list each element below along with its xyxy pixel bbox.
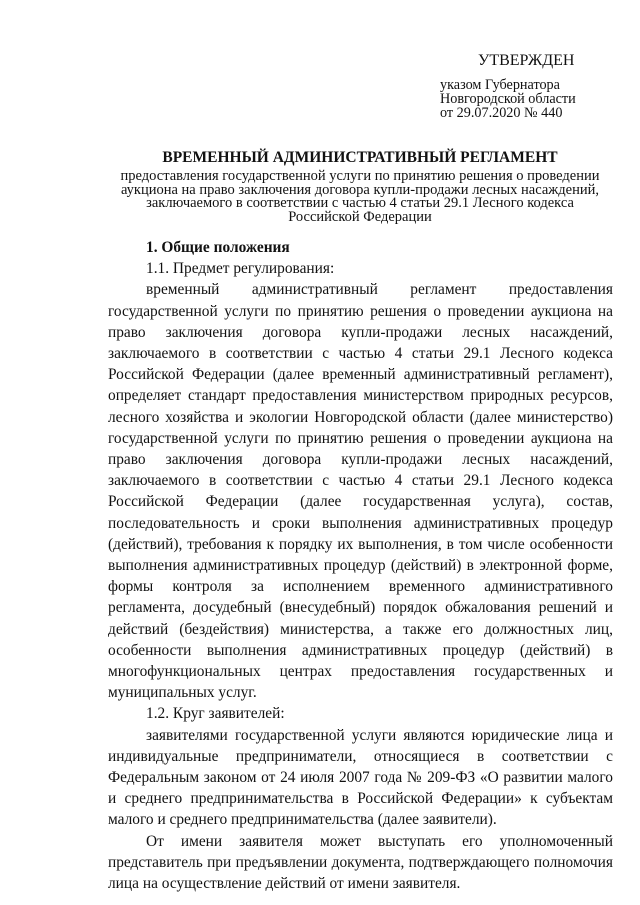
approval-line: Новгородской области — [440, 91, 576, 107]
subtitle-line: заключаемого в соответствии с частью 4 статьи 29.1 Лесного кодекса — [146, 195, 574, 211]
document-title: ВРЕМЕННЫЙ АДМИНИСТРАТИВНЫЙ РЕГЛАМЕНТ — [162, 149, 558, 166]
approval-line: указом Губернатора — [440, 77, 560, 93]
approval-stamp — [440, 52, 620, 120]
approval-line: от 29.07.2020 № 440 — [440, 105, 563, 121]
paragraph-applicants: заявителями государственной услуги являются юридические лица и индивидуальные предприниматели, относящиеся в соответствии с Федеральным законом от 24 июля 2007 года № 209-ФЗ «О развитии малого и среднего предпринимательства в Российской Федерации» к субъектам малого и среднего предпринимательства (далее заявители). — [108, 726, 613, 829]
item-1-2: 1.2. Круг заявителей: — [146, 705, 285, 723]
paragraph-subject: временный административный регламент предоставления государственной услуги по принятию решения о проведении аукциона на право заключения договора купли-продажи лесных насаждений, заключаемого в соответствии с частью 4 статьи 29.1 Лесного кодекса Российской Федерации (далее временный административный регламент), определяет стандарт предоставления министерством природных ресурсов, лесного хозяйства и экологии Новгородской области (далее министерство) государственной услуги по принятию решения о проведении аукциона на право заключения договора купли-продажи лесных насаждений, заключаемого в соответствии с частью 4 статьи 29.1 Лесного кодекса Российской Федерации (далее государственная услуга), состав, последовательность и сроки выполнения административных процедур (действий), требования к порядку их выполнения, в том числе особенности выполнения административных процедур (действий) в электронной форме, формы контроля за исполнением временного административного регламента, досудебный (внесудебный) порядок обжалования решений и действий (бездействия) министерства, а также его должностных лиц, особенности выполнения административных процедур (действий) в многофункциональных центрах предоставления государственных и муниципальных услуг. — [108, 281, 613, 702]
section-heading: 1. Общие положения — [146, 239, 290, 256]
document-body — [108, 237, 613, 894]
subtitle-line: Российской Федерации — [288, 208, 432, 225]
approval-heading: УТВЕРЖДЕН — [478, 52, 575, 69]
item-1-1: 1.1. Предмет регулирования: — [146, 260, 335, 278]
document-subtitle — [100, 170, 620, 224]
subtitle-line: аукциона на право заключения договора купли-продажи лесных насаждений, — [120, 181, 600, 198]
paragraph-representative: От имени заявителя может выступать его уполномоченный представитель при предъявлении документа, подтверждающего полномочия лица на осуществление действий от имени заявителя. — [108, 832, 613, 893]
subtitle-line: предоставления государственной услуги по принятию решения о проведении — [120, 168, 600, 184]
